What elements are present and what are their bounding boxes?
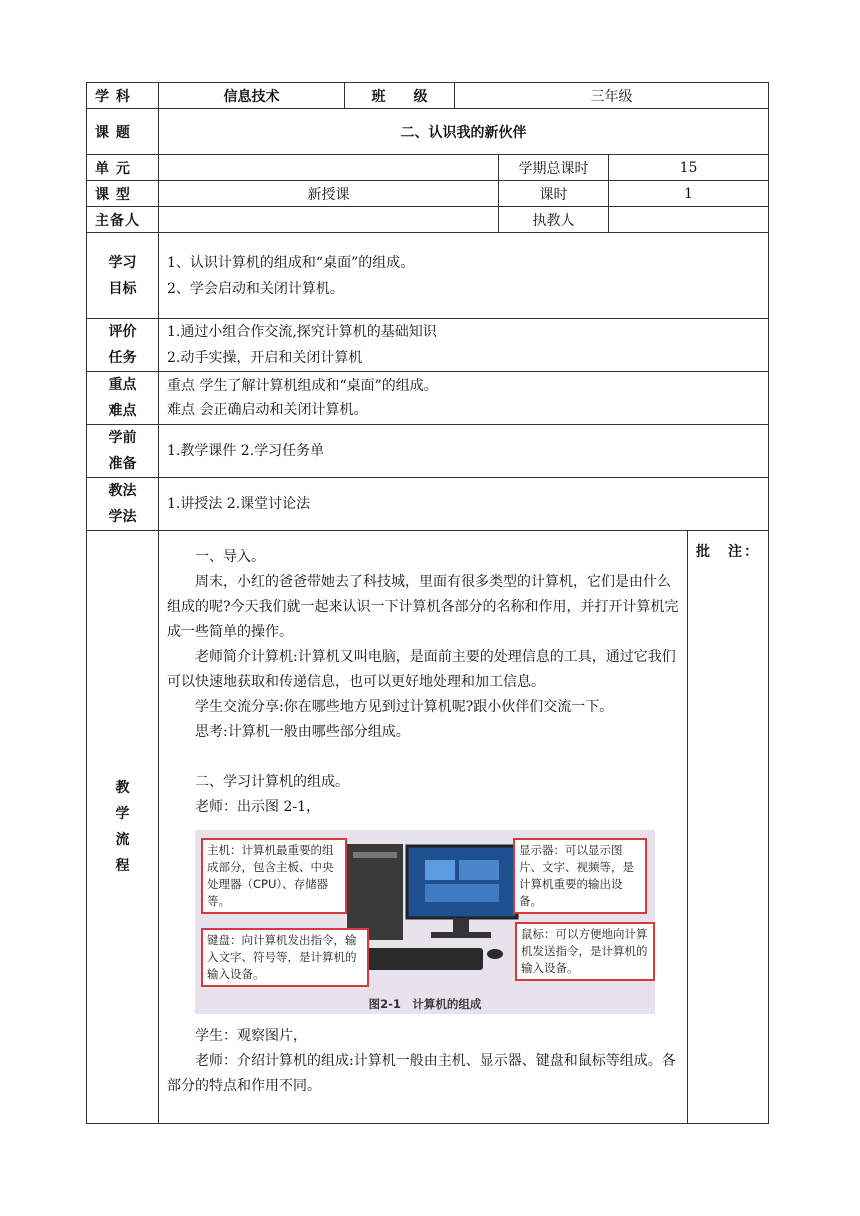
topic-value: 二、认识我的新伙伴 bbox=[159, 109, 769, 155]
lesson-plan-table bbox=[86, 82, 769, 1124]
flow-paragraph: 学生：观察图片， bbox=[195, 1028, 307, 1044]
computer-components-figure bbox=[195, 830, 655, 1014]
goals-label: 学习 目标 bbox=[87, 233, 159, 319]
teacher-label: 执教人 bbox=[499, 207, 609, 233]
host-callout: 主机：计算机最重要的组成部分，包含主板、中央处理器（CPU）、存储器等。 bbox=[201, 838, 347, 914]
class-label: 班 级 bbox=[345, 83, 455, 109]
preparer-value bbox=[159, 207, 499, 233]
subject-row bbox=[87, 83, 769, 109]
prep-row bbox=[87, 425, 769, 478]
monitor-callout: 显示器：可以显示图片、文字、视频等，是计算机重要的输出设备。 bbox=[513, 838, 647, 914]
methods-content: 1.讲授法 2.课堂讨论法 bbox=[159, 478, 769, 531]
goals-content: 1、认识计算机的组成和“桌面”的组成。 2、学会启动和关闭计算机。 bbox=[159, 233, 769, 319]
keyboard-callout: 键盘：向计算机发出指令，输入文字、符号等，是计算机的输入设备。 bbox=[201, 928, 369, 987]
lesson-type-value: 新授课 bbox=[159, 181, 499, 207]
monitor-tile bbox=[425, 860, 455, 880]
flow-paragraph: 一、导入。 bbox=[195, 549, 265, 565]
lesson-type-label: 课 型 bbox=[87, 181, 159, 207]
monitor-tile bbox=[425, 884, 499, 902]
total-hours-label: 学期总课时 bbox=[499, 155, 609, 181]
monitor-stand bbox=[453, 918, 469, 932]
flow-paragraph: 老师简介计算机:计算机又叫电脑，是面前主要的处理信息的工具，通过它我们可以快速地获取和传递信息，也可以更好地处理和加工信息。 bbox=[167, 649, 676, 690]
figure-caption: 图2-1 计算机的组成 bbox=[368, 997, 482, 1011]
unit-row bbox=[87, 155, 769, 181]
hours-value: 1 bbox=[609, 181, 769, 207]
methods-label: 教法 学法 bbox=[87, 478, 159, 531]
flow-paragraph: 思考:计算机一般由哪些部分组成。 bbox=[195, 724, 410, 740]
unit-label: 单 元 bbox=[87, 155, 159, 181]
monitor-base bbox=[431, 932, 491, 938]
goals-row bbox=[87, 233, 769, 319]
host-tower-shape bbox=[347, 844, 403, 940]
flow-paragraph: 周末，小红的爸爸带她去了科技城，里面有很多类型的计算机，它们是由什么组成的呢?今天我们就一起来认识一下计算机各部分的名称和作用，并打开计算机完成一些简单的操作。 bbox=[167, 574, 679, 640]
keypoints-content: 重点 学生了解计算机组成和“桌面”的组成。 难点 会正确启动和关闭计算机。 bbox=[159, 372, 769, 425]
keyboard-shape bbox=[365, 948, 483, 970]
flow-paragraph: 老师：介绍计算机的组成:计算机一般由主机、显示器、键盘和鼠标等组成。各部分的特点和作用不同。 bbox=[167, 1053, 676, 1094]
prep-content: 1.教学课件 2.学习任务单 bbox=[159, 425, 769, 478]
flow-row bbox=[87, 531, 769, 1124]
preparer-label: 主备人 bbox=[87, 207, 159, 233]
preparer-row bbox=[87, 207, 769, 233]
hours-label: 课时 bbox=[499, 181, 609, 207]
mouse-shape bbox=[487, 949, 503, 959]
flow-paragraph bbox=[167, 745, 681, 770]
flow-paragraph: 二、学习计算机的组成。 bbox=[195, 774, 349, 790]
total-hours-value: 15 bbox=[609, 155, 769, 181]
host-drive-bay bbox=[353, 852, 397, 858]
topic-label: 课 题 bbox=[87, 109, 159, 155]
unit-value bbox=[159, 155, 499, 181]
monitor-tile bbox=[459, 860, 499, 880]
lesson-type-row bbox=[87, 181, 769, 207]
flow-paragraph: 老师：出示图 2-1， bbox=[195, 799, 320, 815]
keypoints-row bbox=[87, 372, 769, 425]
subject-label: 学 科 bbox=[87, 83, 159, 109]
teacher-value bbox=[609, 207, 769, 233]
flow-label: 教 学 流 程 bbox=[87, 531, 159, 1124]
tasks-label: 评价 任务 bbox=[87, 319, 159, 372]
flow-paragraph: 学生交流分享:你在哪些地方见到过计算机呢?跟小伙伴们交流一下。 bbox=[195, 699, 614, 715]
methods-row bbox=[87, 478, 769, 531]
subject-value: 信息技术 bbox=[159, 83, 345, 109]
mouse-callout: 鼠标：可以方便地向计算机发送指令，是计算机的输入设备。 bbox=[515, 922, 655, 981]
tasks-row bbox=[87, 319, 769, 372]
notes-label: 批 注： bbox=[688, 531, 769, 1124]
keypoints-label: 重点 难点 bbox=[87, 372, 159, 425]
monitor-shape bbox=[407, 846, 517, 918]
flow-content bbox=[159, 531, 688, 1124]
prep-label: 学前 准备 bbox=[87, 425, 159, 478]
class-value: 三年级 bbox=[455, 83, 769, 109]
topic-row bbox=[87, 109, 769, 155]
tasks-content: 1.通过小组合作交流,探究计算机的基础知识 2.动手实操，开启和关闭计算机 bbox=[159, 319, 769, 372]
